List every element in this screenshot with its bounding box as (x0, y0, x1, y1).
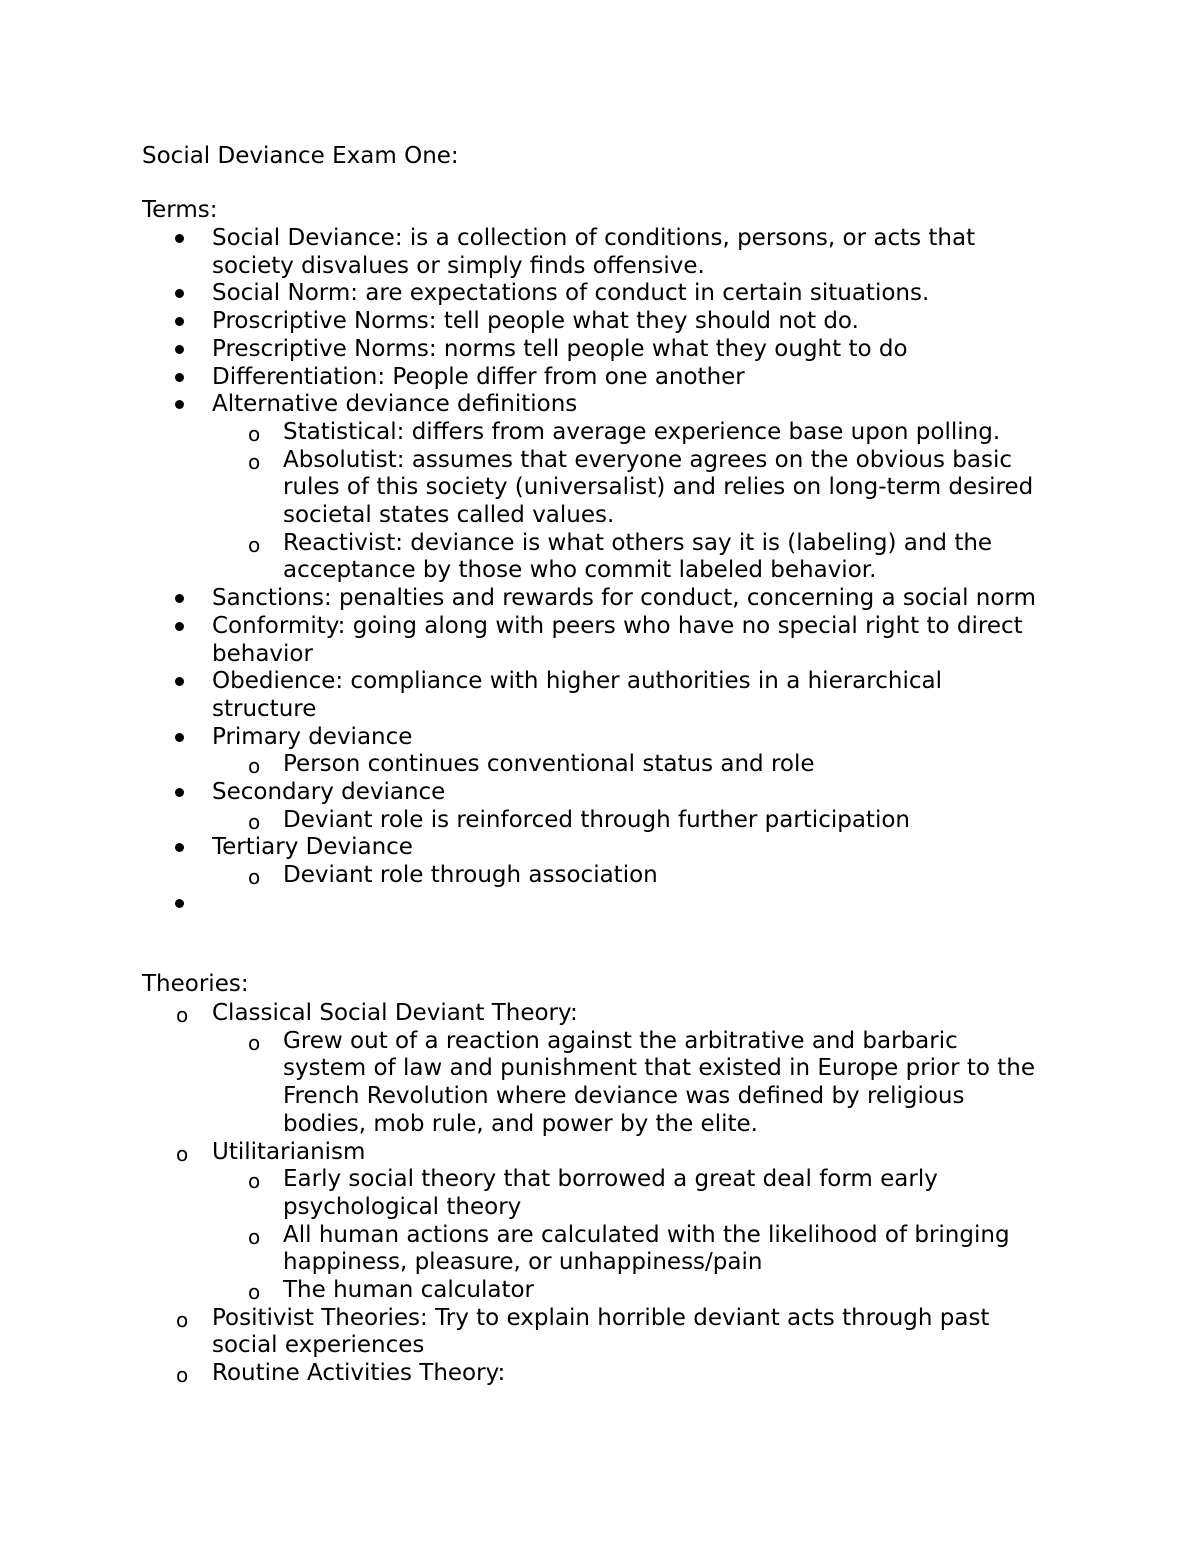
list-item-text: Utilitarianism (212, 1138, 366, 1165)
bullet-circle-icon: o (248, 449, 261, 474)
bullet-disc-icon (175, 400, 184, 409)
bullet-circle-icon: o (248, 532, 261, 557)
bullet-disc-icon (175, 788, 184, 797)
list-item-text: Social Deviance: is a collection of conditions, persons, or acts that (212, 225, 976, 251)
terms-heading: Terms: (142, 197, 218, 223)
sub-item-text: acceptance by those who commit labeled behavior. (283, 557, 877, 584)
list-item-text: Routine Activities Theory: (212, 1360, 506, 1387)
sub-item-text: Person continues conventional status and role (283, 751, 815, 778)
bullet-circle-icon: o (248, 754, 261, 779)
bullet-circle-icon: o (248, 1030, 261, 1055)
list-item-text: Positivist Theories: Try to explain horrible deviant acts through past (212, 1304, 990, 1331)
sub-item-text: Early social theory that borrowed a great deal form early (283, 1166, 938, 1193)
list-item-text: Secondary deviance (212, 779, 446, 805)
sub-item-text: Statistical: differs from average experience base upon polling. (283, 418, 1001, 445)
bullet-circle-icon: o (176, 1363, 189, 1388)
list-item-text: structure (212, 695, 317, 722)
list-item-text: Conformity: going along with peers who have no special right to direct (212, 612, 1023, 639)
bullet-disc-icon (175, 677, 184, 686)
list-item-text: Sanctions: penalties and rewards for conduct, concerning a social norm (212, 585, 1036, 612)
list-item-text: Differentiation: People differ from one another (212, 363, 745, 390)
bullet-disc-icon (175, 733, 184, 742)
sub-item-text: Reactivist: deviance is what others say it is (labeling) and the (283, 529, 993, 556)
bullet-disc-icon (175, 622, 184, 631)
sub-item-text: Deviant role through association (283, 862, 658, 889)
list-item-text: Primary deviance (212, 723, 413, 750)
list-item-text: Classical Social Deviant Theory: (212, 1000, 578, 1026)
bullet-disc-icon (175, 234, 184, 243)
bullet-circle-icon: o (248, 865, 261, 890)
bullet-disc-icon (175, 289, 184, 298)
list-item-text: Alternative deviance definitions (212, 391, 578, 418)
bullet-disc-icon (175, 594, 184, 603)
bullet-circle-icon: o (248, 1280, 261, 1304)
sub-item-text: rules of this society (universalist) and relies on long-term desired (283, 474, 1034, 501)
list-item-text: social experiences (212, 1332, 425, 1359)
bullet-circle-icon: o (248, 1224, 261, 1249)
bullet-disc-icon (175, 843, 184, 852)
sub-item-text: system of law and punishment that existed in Europe prior to the (283, 1055, 1036, 1082)
bullet-disc-icon (175, 345, 184, 354)
sub-item-text: The human calculator (283, 1277, 535, 1303)
bullet-disc-icon (175, 373, 184, 382)
bullet-circle-icon: o (248, 809, 261, 834)
bullet-circle-icon: o (248, 421, 261, 446)
bullet-circle-icon: o (176, 1141, 189, 1166)
sub-item-text: French Revolution where deviance was defined by religious (283, 1083, 965, 1110)
list-item-text: Obedience: compliance with higher authorities in a hierarchical (212, 668, 942, 695)
sub-item-text: happiness, pleasure, or unhappiness/pain (283, 1249, 763, 1276)
theories-heading: Theories: (142, 971, 249, 997)
bullet-disc-icon (175, 317, 184, 326)
sub-item-text: Absolutist: assumes that everyone agrees on the obvious basic (283, 446, 1013, 473)
sub-item-text: societal states called values. (283, 502, 615, 528)
sub-item-text: Deviant role is reinforced through further participation (283, 806, 910, 833)
list-item-text: Tertiary Deviance (212, 834, 413, 861)
bullet-circle-icon: o (248, 1169, 261, 1194)
bullet-circle-icon: o (176, 1307, 189, 1332)
list-item-text: Proscriptive Norms: tell people what they should not do. (212, 308, 859, 335)
list-item-text: behavior (212, 640, 313, 667)
list-item-text: society disvalues or simply finds offensive. (212, 252, 705, 279)
bullet-circle-icon: o (176, 1003, 189, 1027)
sub-item-text: All human actions are calculated with the likelihood of bringing (283, 1221, 1010, 1248)
sub-item-text: Grew out of a reaction against the arbitrative and barbaric (283, 1027, 958, 1054)
document-title: Social Deviance Exam One: (142, 143, 459, 169)
sub-item-text: psychological theory (283, 1193, 522, 1220)
list-item-text: Prescriptive Norms: norms tell people what they ought to do (212, 335, 908, 362)
list-item-text: Social Norm: are expectations of conduct in certain situations. (212, 280, 930, 307)
sub-item-text: bodies, mob rule, and power by the elite. (283, 1110, 758, 1137)
bullet-disc-icon (175, 899, 184, 908)
